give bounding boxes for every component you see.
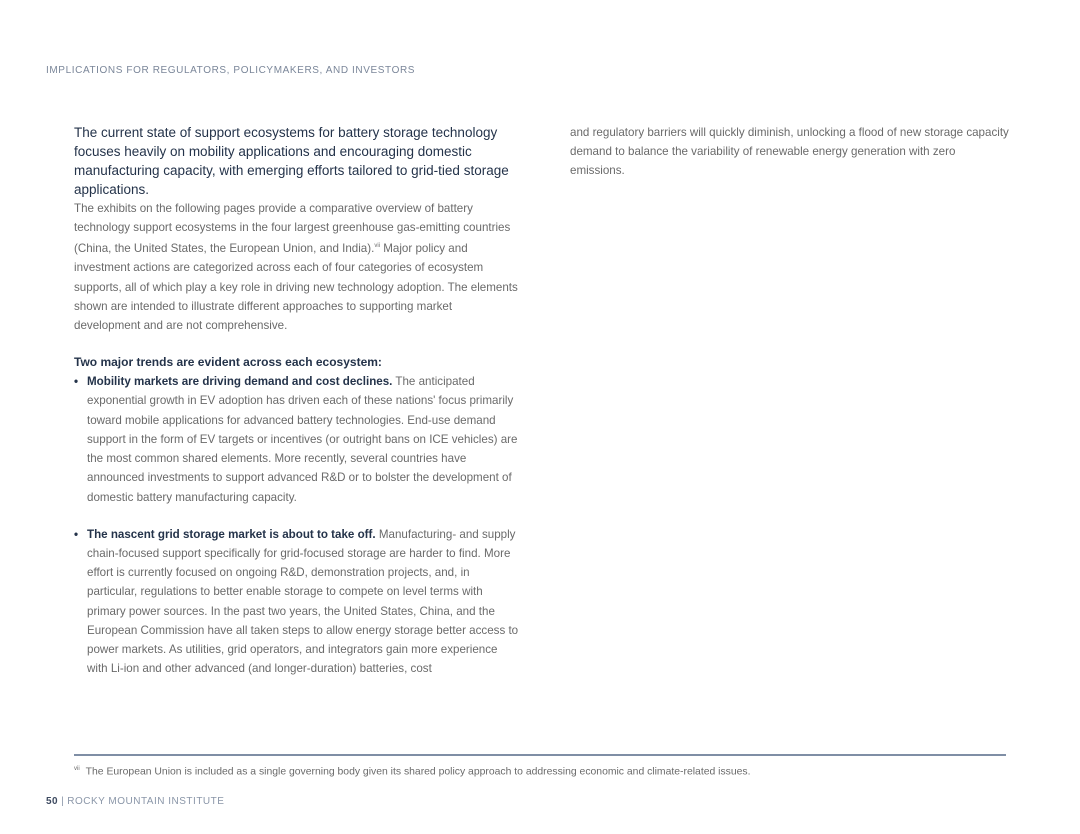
list-item — [74, 372, 520, 506]
footer-separator: | — [61, 796, 65, 807]
footnote-marker: vii — [74, 766, 80, 772]
page-number: 50 — [46, 796, 59, 807]
page-footer — [46, 796, 224, 807]
footnote-divider — [74, 754, 1006, 756]
organization-name: ROCKY MOUNTAIN INSTITUTE — [67, 796, 225, 807]
bullet-lead: Mobility markets are driving demand and cost declines. — [87, 375, 393, 389]
trends-heading: Two major trends are evident across each ecosystem: — [74, 355, 382, 370]
bullet-text: The anticipated exponential growth in EV adoption has driven each of these nations' focus primarily toward mobile applications for advanced battery technologies. End-use demand support in the form of EV targets or incentives (or outright bans on ICE vehicles) are the most common shared elements. More recently, several countries have announced investments to support advanced R&D or to bolster the development of domestic battery manufacturing capacity. — [87, 375, 518, 504]
intro-paragraph — [74, 199, 520, 335]
lead-paragraph: The current state of support ecosystems for battery storage technology focuses heavily on mobility applications and encouraging domestic manufacturing capacity, with emerging efforts tailored to grid-tied storage applications. — [74, 125, 509, 197]
footnote — [74, 762, 751, 779]
running-header: IMPLICATIONS FOR REGULATORS, POLICYMAKERS, AND INVESTORS — [46, 65, 416, 76]
bullet-text: Manufacturing- and supply chain-focused support specifically for grid-focused storage are harder to find. More effort is currently focused on ongoing R&D, demonstration projects, and, in particular, regulations to better enable storage to compete on level terms with primary power sources. In the past two years, the United States, China, and the European Commission have all taken steps to allow energy storage better access to power markets. As utilities, grid operators, and integrators gain more experience with Li-ion and other advanced (and longer-duration) batteries, cost — [87, 527, 519, 676]
list-item — [74, 525, 520, 679]
bullet-icon: • — [74, 375, 79, 389]
left-column — [74, 123, 520, 678]
bullet-icon: • — [74, 527, 79, 541]
intro-text-part1: The exhibits on the following pages provide a comparative overview of battery technology support ecosystems in the four largest greenhouse gas-emitting countries (China, the United States, the European Union, and India). — [74, 202, 511, 256]
trends-list — [74, 372, 520, 678]
right-column — [570, 123, 1010, 181]
bullet-lead: The nascent grid storage market is about to take off. — [87, 527, 376, 541]
footnote-reference: vii — [374, 243, 381, 250]
continued-paragraph: and regulatory barriers will quickly diminish, unlocking a flood of new storage capacity demand to balance the variability of renewable energy generation with zero emissions. — [570, 126, 1009, 178]
footnote-text: The European Union is included as a single governing body given its shared policy approach to addressing economic and climate-related issues. — [85, 766, 751, 778]
intro-text-part2: Major policy and investment actions are categorized across each of four categories of ecosystem supports, all of which play a key role in driving new technology adoption. The elements shown are intended to illustrate different approaches to supporting market development and are not comprehensive. — [74, 242, 518, 333]
